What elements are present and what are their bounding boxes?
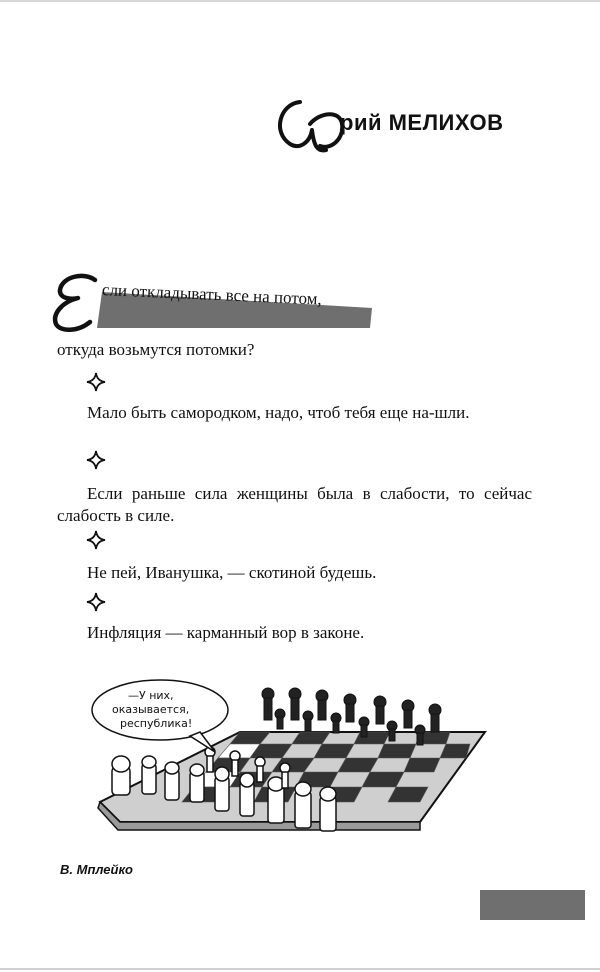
speech-line-3: республика! xyxy=(120,717,193,730)
author-header xyxy=(270,92,530,162)
page-corner-bar xyxy=(480,890,585,920)
speech-line-1: —У них, xyxy=(128,689,174,702)
speech-line-2: оказывается, xyxy=(112,703,190,716)
intro-line-2: откуда возьмутся потомки? xyxy=(57,340,255,359)
author-initial: Ю xyxy=(270,92,272,93)
top-border xyxy=(0,0,600,2)
intro-line-1: сли откладывать все на потом, xyxy=(101,280,323,309)
four-point-star-icon xyxy=(86,530,106,550)
author-name: рий МЕЛИХОВ xyxy=(340,110,504,135)
author-initial-script xyxy=(270,92,350,162)
four-point-star-icon xyxy=(86,592,106,612)
aphorism-4: Инфляция — карманный вор в законе. xyxy=(87,623,365,642)
four-point-star-icon xyxy=(86,372,106,392)
aphorism-1: Мало быть самородком, надо, чтоб тебя еще на-шли. xyxy=(87,403,470,422)
four-point-star-icon xyxy=(86,450,106,470)
chess-cartoon xyxy=(90,672,500,852)
aphorism-2: Если раньше сила женщины была в слабости, то сейчас слабость в силе. xyxy=(57,484,532,525)
bottom-border xyxy=(0,968,600,970)
illustrator-credit: В. Мплейко xyxy=(60,862,133,877)
aphorism-3: Не пей, Иванушка, — скотиной будешь. xyxy=(87,563,377,582)
